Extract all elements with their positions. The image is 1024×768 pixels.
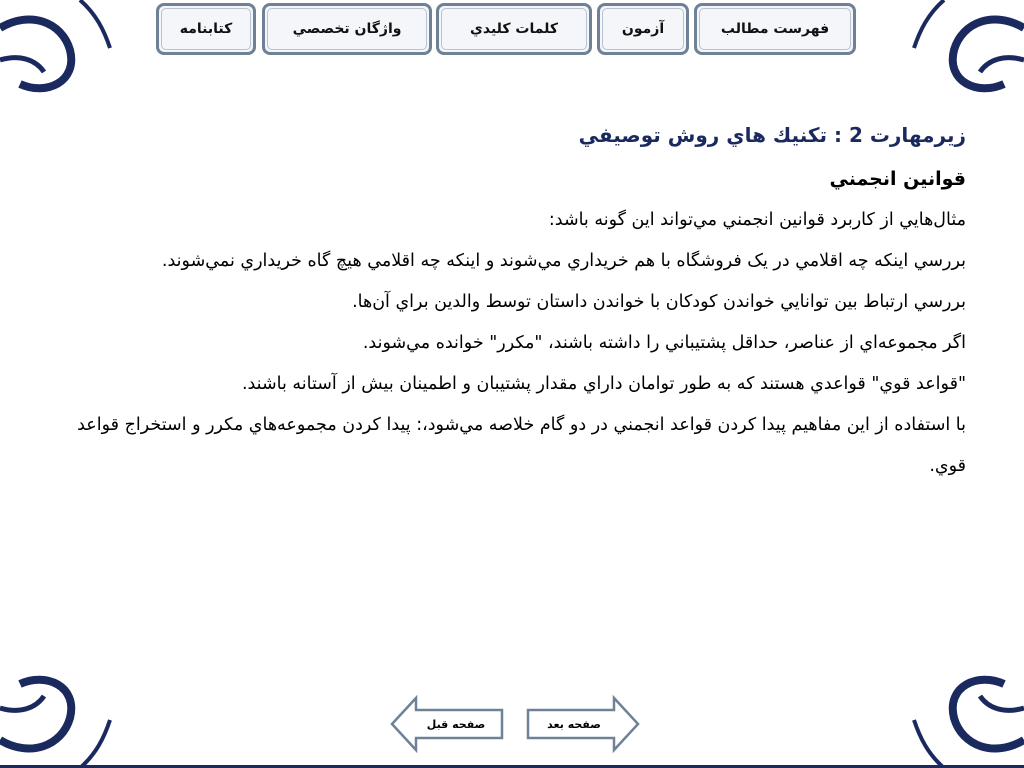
corner-ornament-top-right: [894, 0, 1024, 110]
top-navigation: [156, 3, 858, 59]
keywords-button[interactable]: [436, 3, 592, 55]
corner-ornament-top-left: [0, 0, 130, 110]
corner-ornament-bottom-left: [0, 658, 130, 768]
page-title: زيرمهارت 2 : تكنيك هاي روش توصيفي: [578, 123, 966, 147]
prev-page-label: صفحه قبل: [426, 717, 486, 731]
corner-ornament-bottom-right: [894, 658, 1024, 768]
paragraph: با استفاده از اين مفاهيم پيدا كردن قواعد انجمني در دو گام خلاصه مي‌شود،: پيدا كردن مجموعه‌هاي مكرر و استخراج قواعد قوي.: [77, 415, 966, 476]
bibliography-button-label: كتابنامه: [179, 21, 233, 37]
toc-button[interactable]: [694, 3, 856, 55]
bibliography-button[interactable]: [156, 3, 256, 55]
paragraph: بررسي اينكه چه اقلامي در يک فروشگاه با هم خريداري مي‌شوند و اينكه چه اقلامي هيچ گاه خريداري نمي‌شوند.: [161, 251, 966, 271]
keywords-button-label: كلمات كليدي: [470, 21, 558, 37]
section-title: قوانين انجمني: [829, 168, 966, 190]
paragraph: مثال‌هايي از كاربرد قوانين انجمني مي‌تواند اين گونه باشد:: [548, 210, 966, 230]
next-page-label: صفحه بعد: [547, 717, 601, 731]
glossary-button[interactable]: [262, 3, 432, 55]
next-page-button[interactable]: [526, 694, 640, 754]
paragraph: "قواعد قوي" قواعدي هستند كه به طور توامان داراي مقدار پشتيبان و اطمينان بيش از آستانه باشند.: [241, 374, 966, 394]
prev-page-button[interactable]: [390, 694, 504, 754]
quiz-button[interactable]: [597, 3, 689, 55]
paragraph: اگر مجموعه‌اي از عناصر، حداقل پشتيباني را داشته باشند، "مكرر" خوانده مي‌شوند.: [362, 333, 966, 353]
glossary-button-label: واژگان تخصصي: [292, 21, 402, 37]
paragraph: بررسي ارتباط بين توانايي خواندن كودكان با خواندن داستان توسط والدين براي آن‌ها.: [352, 292, 966, 312]
quiz-button-label: آزمون: [621, 21, 665, 37]
toc-button-label: فهرست مطالب: [720, 21, 830, 37]
main-content: [60, 118, 966, 487]
